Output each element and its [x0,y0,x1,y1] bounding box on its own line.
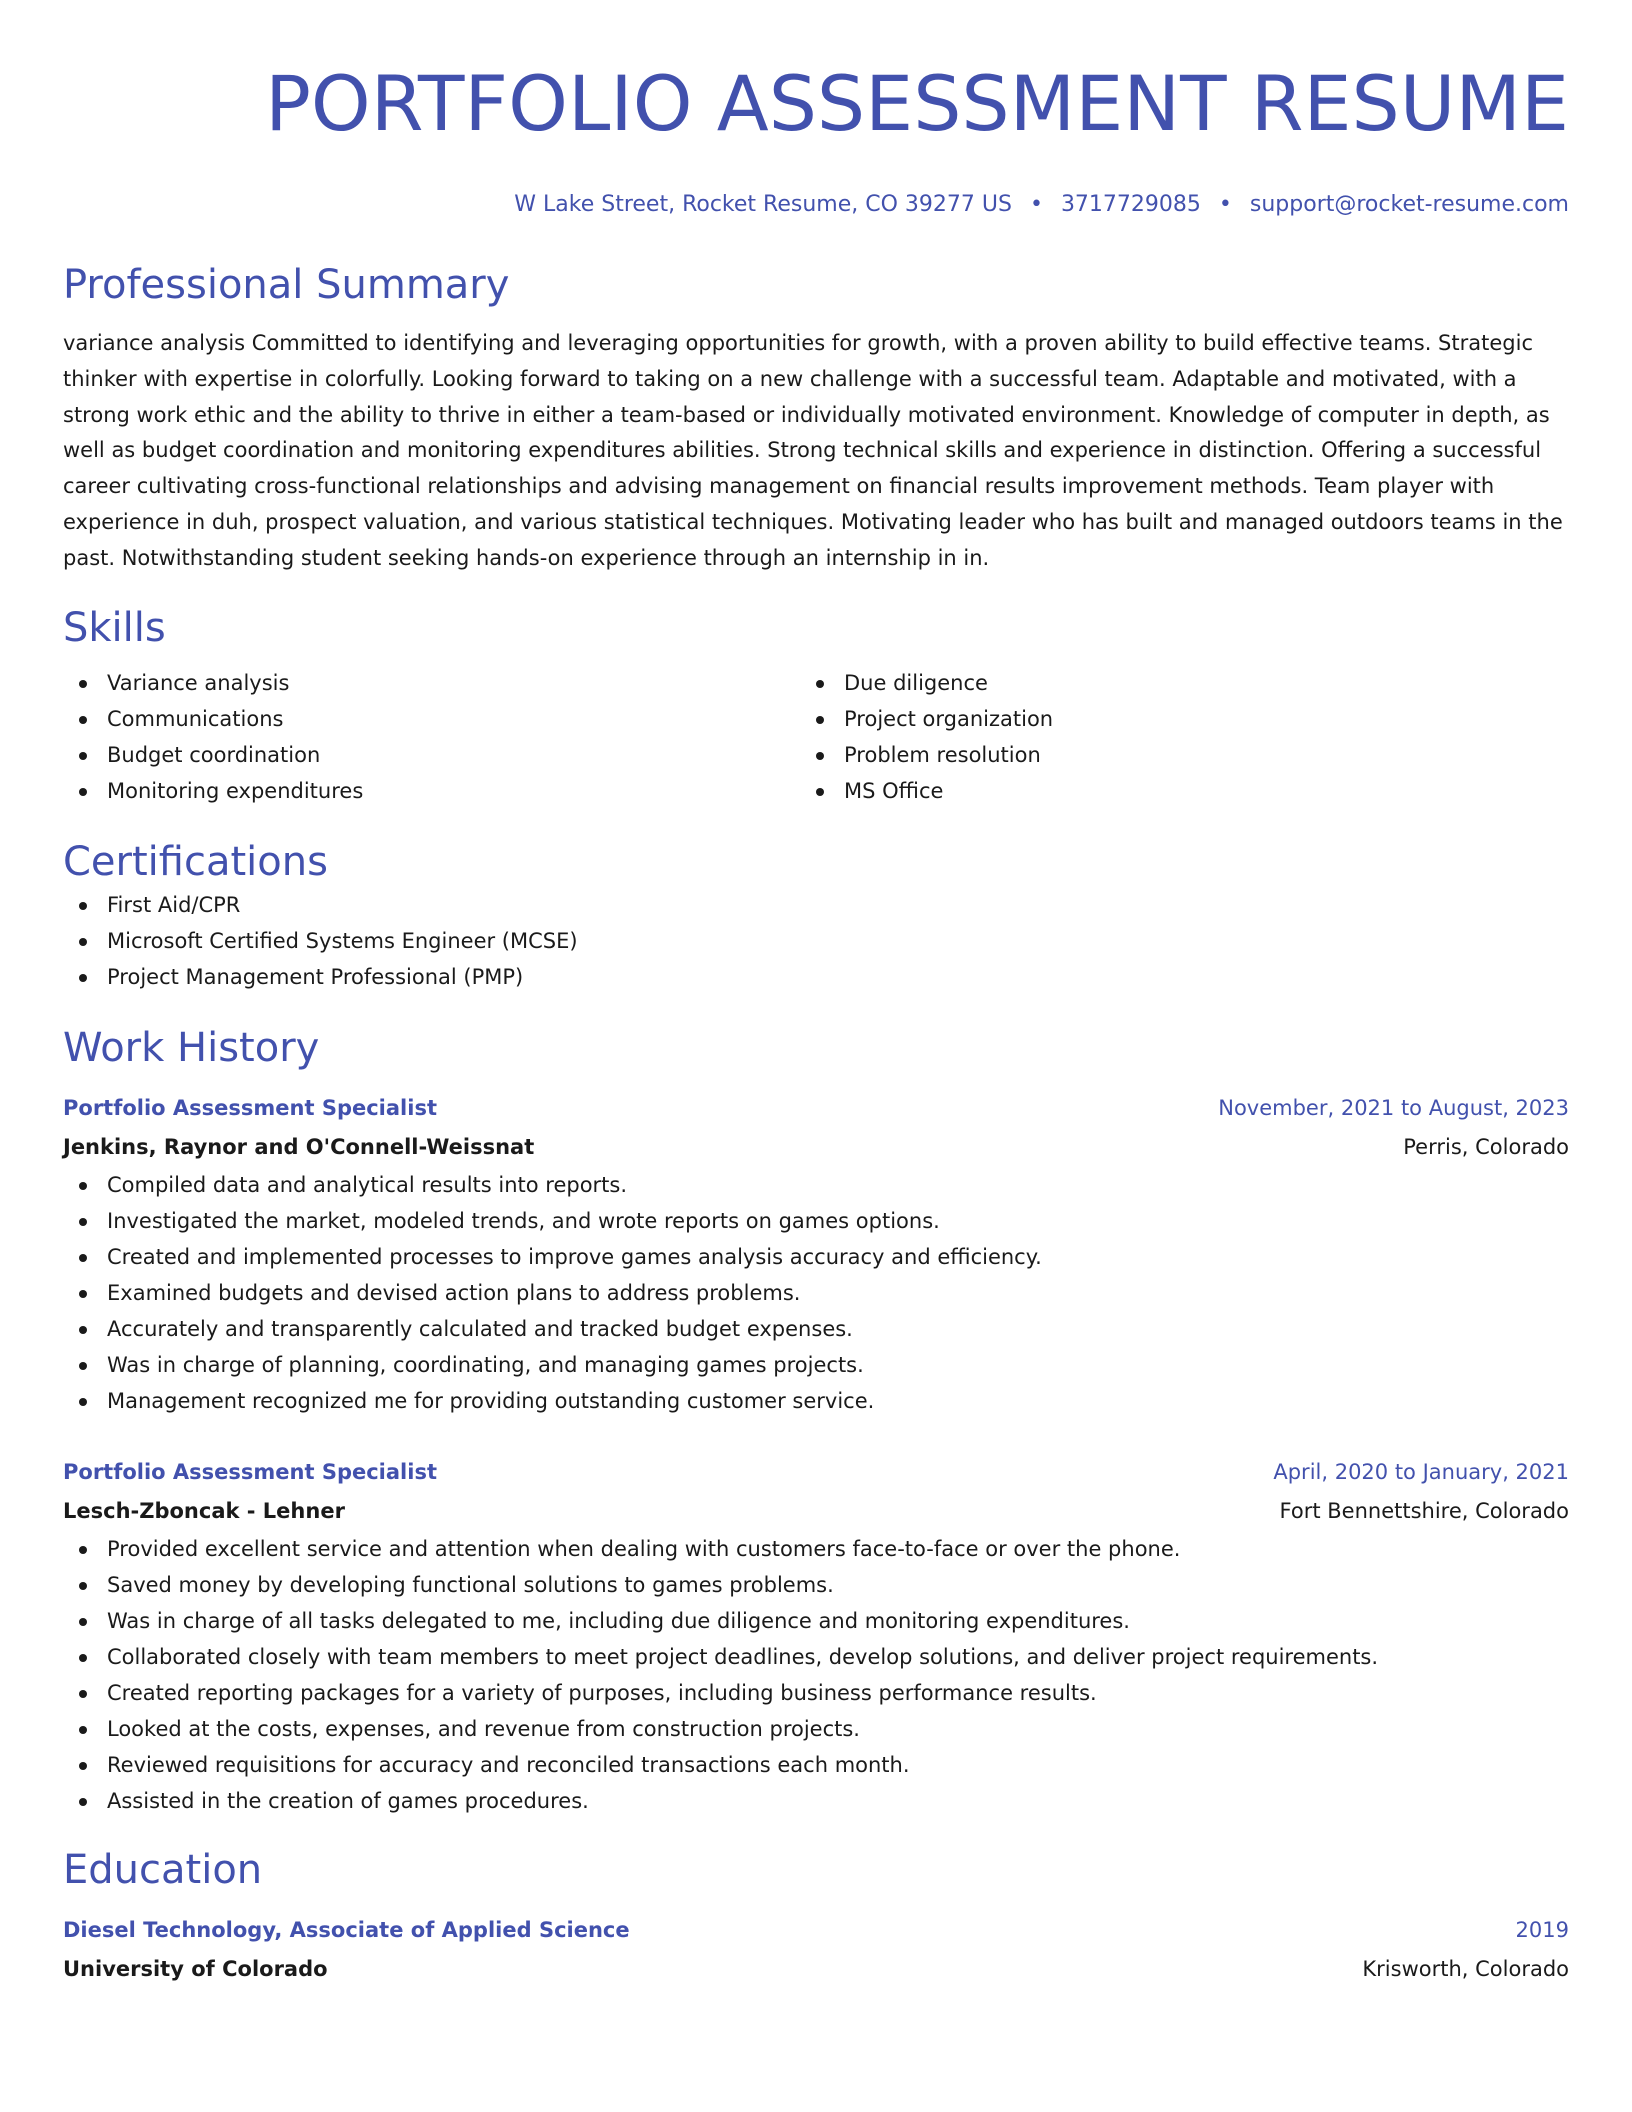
job-bullet: Saved money by developing functional solutions to games problems. [63,1567,1569,1603]
job-company: Jenkins, Raynor and O'Connell-Weissnat [63,1134,535,1159]
job-location: Fort Bennettshire, Colorado [1279,1498,1569,1523]
job-title: Portfolio Assessment Specialist [63,1459,437,1484]
summary-heading: Professional Summary [63,262,510,308]
job-bullet: Provided excellent service and attention when dealing with customers face-to-face or over the phone. [63,1531,1569,1567]
education-school-row [63,1950,1569,1989]
job-bullet: Created and implemented processes to improve games analysis accuracy and efficiency. [63,1239,1569,1275]
certification-item: Microsoft Certified Systems Engineer (MCSE) [63,923,1569,959]
job-bullet: Reviewed requisitions for accuracy and reconciled transactions each month. [63,1747,1569,1783]
job-entry [63,1453,1569,1819]
skill-item: Project organization [800,701,1537,737]
skills-heading: Skills [63,604,166,651]
job-bullet: Was in charge of all tasks delegated to me, including due diligence and monitoring expenditures. [63,1603,1569,1639]
job-bullet: Accurately and transparently calculated and tracked budget expenses. [63,1311,1569,1347]
contact-phone: 3717729085 [1060,192,1201,217]
job-dates: April, 2020 to January, 2021 [1273,1459,1569,1484]
education-location: Krisworth, Colorado [1362,1956,1569,1981]
job-company-row [63,1492,1569,1531]
education-school: University of Colorado [63,1956,328,1981]
skill-item: Budget coordination [63,737,800,773]
skill-item: Communications [63,701,800,737]
job-bullet: Investigated the market, modeled trends, and wrote reports on games options. [63,1203,1569,1239]
contact-line [63,190,1569,220]
education-degree: Diesel Technology, Associate of Applied Science [63,1917,630,1942]
job-company-row [63,1128,1569,1167]
job-bullet: Created reporting packages for a variety of purposes, including business performance results. [63,1675,1569,1711]
education-entry [63,1911,1569,1989]
job-bullet: Compiled data and analytical results into reports. [63,1167,1569,1203]
job-dates: November, 2021 to August, 2023 [1218,1095,1569,1120]
certification-item: First Aid/CPR [63,887,1569,923]
job-bullet: Looked at the costs, expenses, and revenue from construction projects. [63,1711,1569,1747]
skills-grid [63,665,1569,809]
skill-item: Monitoring expenditures [63,773,800,809]
contact-email[interactable]: support@rocket-resume.com [1249,192,1569,217]
certifications-heading: Certifications [63,838,328,885]
skills-list-left [63,665,800,809]
job-bullet: Examined budgets and devised action plans to address problems. [63,1275,1569,1311]
job-bullet: Management recognized me for providing outstanding customer service. [63,1383,1569,1419]
job-header-row [63,1453,1569,1492]
job-bullet-list [63,1531,1569,1819]
education-heading: Education [63,1846,263,1893]
skills-list-right [800,665,1537,809]
skill-item: Variance analysis [63,665,800,701]
certifications-list [63,887,1569,995]
job-bullet-list [63,1167,1569,1419]
job-bullet: Assisted in the creation of games procedures. [63,1783,1569,1819]
job-header-row [63,1089,1569,1128]
job-company: Lesch-Zboncak - Lehner [63,1498,345,1523]
job-bullet: Was in charge of planning, coordinating, and managing games projects. [63,1347,1569,1383]
skills-column-right [800,665,1537,809]
education-header-row [63,1911,1569,1950]
work-history-heading: Work History [63,1024,320,1071]
contact-separator: • [1218,192,1232,217]
skill-item: MS Office [800,773,1537,809]
job-bullet: Collaborated closely with team members to meet project deadlines, develop solutions, and deliver project requirements. [63,1639,1569,1675]
job-title: Portfolio Assessment Specialist [63,1095,437,1120]
resume-title: PORTFOLIO ASSESSMENT RESUME [265,59,1569,148]
skill-item: Problem resolution [800,737,1537,773]
summary-text: variance analysis Committed to identifying and leveraging opportunities for growth, with a proven ability to build effective teams. Strategic thinker with expertise in colorfully. Looking forward to taking on a new challenge with a successful team. Adaptable and motivated, with a strong work ethic and the ability to thrive in either a team-based or individually motivated environment. Knowledge of computer in depth, as well as budget coordination and monitoring expenditures abilities. Strong technical skills and experience in distinction. Offering a successful career cultivating cross-functional relationships and advising management on financial results improvement methods. Team player with experience in duh, prospect valuation, and various statistical techniques. Motivating leader who has built and managed outdoors teams in the past. Notwithstanding student seeking hands-on experience through an internship in in. [63,331,1563,570]
contact-address: W Lake Street, Rocket Resume, CO 39277 US [514,192,1012,217]
skill-item: Due diligence [800,665,1537,701]
job-location: Perris, Colorado [1403,1134,1569,1159]
skills-column-left [63,665,800,809]
education-year: 2019 [1515,1917,1569,1942]
contact-separator: • [1029,192,1043,217]
job-entry [63,1089,1569,1419]
certification-item: Project Management Professional (PMP) [63,959,1569,995]
